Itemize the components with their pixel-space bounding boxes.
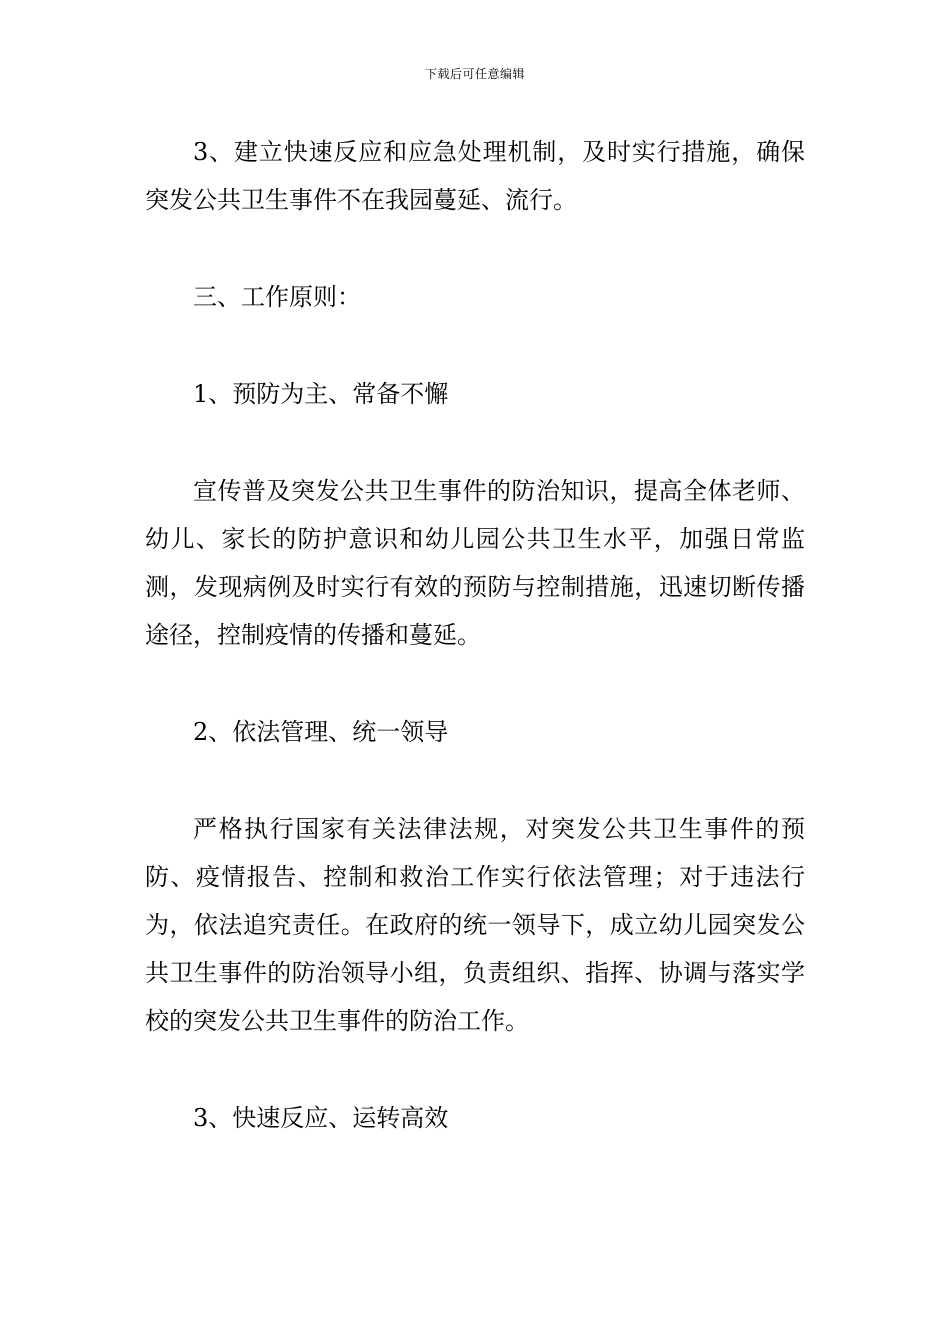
document-body (145, 128, 805, 1191)
section-heading-principles: 三、工作原则： (193, 283, 361, 311)
paragraph-law: 严格执行国家有关法律法规，对突发公共卫生事件的预防、疫情报告、控制和救治工作实行依法管理；对于违法行为，依法追究责任。在政府的统一领导下，成立幼儿园突发公共卫生事件的防治领导小组，负责组织、指挥、协调与落实学校的突发公共卫生事件的防治工作。 (145, 815, 805, 1035)
principle-heading-response: 3、快速反应、运转高效 (193, 1104, 449, 1132)
paragraph-mechanism: 3、建立快速反应和应急处理机制，及时实行措施，确保突发公共卫生事件不在我园蔓延、流行。 (145, 138, 805, 214)
principle-heading-prevention: 1、预防为主、常备不懈 (193, 380, 449, 408)
paragraph-prevention: 宣传普及突发公共卫生事件的防治知识，提高全体老师、幼儿、家长的防护意识和幼儿园公共卫生水平，加强日常监测，发现病例及时实行有效的预防与控制措施，迅速切断传播途径，控制疫情的传播和蔓延。 (145, 477, 805, 649)
principle-heading-law: 2、依法管理、统一领导 (193, 718, 449, 746)
page-header: 下载后可任意编辑 (424, 67, 525, 81)
